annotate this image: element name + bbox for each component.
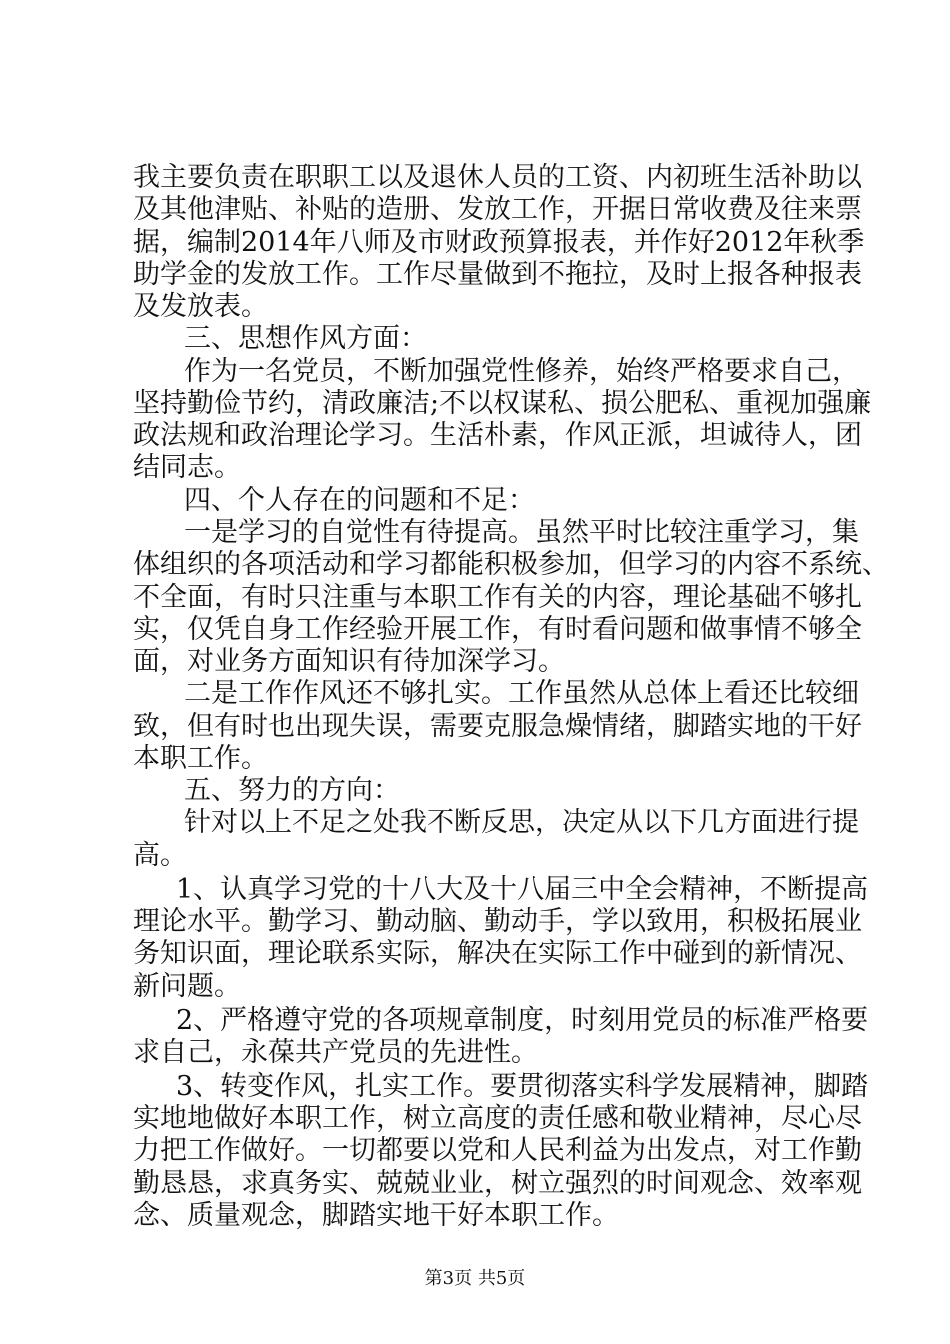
page-number-footer: 第3页 共5页 xyxy=(424,1268,526,1289)
body-line: 体组织的各项活动和学习都能积极参加，但学习的内容不系统、 xyxy=(133,549,889,580)
body-line: 3、转变作风，扎实工作。要贯彻落实科学发展精神，脚踏 xyxy=(176,1071,869,1102)
body-line: 政法规和政治理论学习。生活朴素，作风正派，坦诚待人，团 xyxy=(133,420,862,451)
body-line: 2、严格遵守党的各项规章制度，时刻用党员的标准严格要 xyxy=(176,1005,869,1036)
body-line: 助学金的发放工作。工作尽量做到不拖拉，及时上报各种报表 xyxy=(133,259,862,290)
body-line: 新问题。 xyxy=(133,971,241,1002)
body-line: 坚持勤俭节约，清政廉洁;不以权谋私、损公肥私、重视加强廉 xyxy=(133,388,872,419)
section-heading: 三、思想作风方面： xyxy=(184,323,427,354)
body-line: 1、认真学习党的十八大及十八届三中全会精神，不断提高 xyxy=(176,874,869,905)
body-line: 念、质量观念，脚踏实地干好本职工作。 xyxy=(133,1200,619,1231)
body-line: 实，仅凭自身工作经验开展工作，有时看问题和做事情不够全 xyxy=(133,614,862,645)
body-line: 致，但有时也出现失误，需要克服急燥情绪，脚踏实地的干好 xyxy=(133,711,862,742)
body-line: 实地地做好本职工作，树立高度的责任感和敬业精神，尽心尽 xyxy=(133,1103,862,1134)
body-line: 作为一名党员，不断加强党性修养，始终严格要求自己， xyxy=(184,356,859,387)
body-line: 据，编制2014年八师及市财政预算报表，并作好2012年秋季 xyxy=(133,227,865,258)
body-line: 务知识面，理论联系实际，解决在实际工作中碰到的新情况、 xyxy=(133,938,862,969)
body-line: 勤恳恳，求真务实、兢兢业业，树立强烈的时间观念、效率观 xyxy=(133,1168,862,1199)
body-line: 面，对业务方面知识有待加深学习。 xyxy=(133,646,565,677)
body-line: 高。 xyxy=(133,840,187,871)
body-line: 力把工作做好。一切都要以党和人民利益为出发点，对工作勤 xyxy=(133,1135,862,1166)
section-heading: 五、努力的方向： xyxy=(184,775,400,806)
body-line: 及其他津贴、补贴的造册、发放工作，开据日常收费及往来票 xyxy=(133,194,862,225)
section-heading: 四、个人存在的问题和不足： xyxy=(184,485,535,516)
body-line: 及发放表。 xyxy=(133,291,268,322)
body-line: 我主要负责在职职工以及退休人员的工资、内初班生活补助以 xyxy=(133,162,862,193)
body-line: 本职工作。 xyxy=(133,743,268,774)
body-line: 二是工作作风还不够扎实。工作虽然从总体上看还比较细 xyxy=(184,678,859,709)
body-line: 结同志。 xyxy=(133,452,241,483)
body-line: 求自己，永葆共产党员的先进性。 xyxy=(133,1037,538,1068)
body-line: 不全面，有时只注重与本职工作有关的内容，理论基础不够扎 xyxy=(133,582,862,613)
body-line: 针对以上不足之处我不断反思，决定从以下几方面进行提 xyxy=(184,807,859,838)
body-line: 一是学习的自觉性有待提高。虽然平时比较注重学习，集 xyxy=(184,517,859,548)
body-line: 理论水平。勤学习、勤动脑、勤动手，学以致用，积极拓展业 xyxy=(133,906,862,937)
